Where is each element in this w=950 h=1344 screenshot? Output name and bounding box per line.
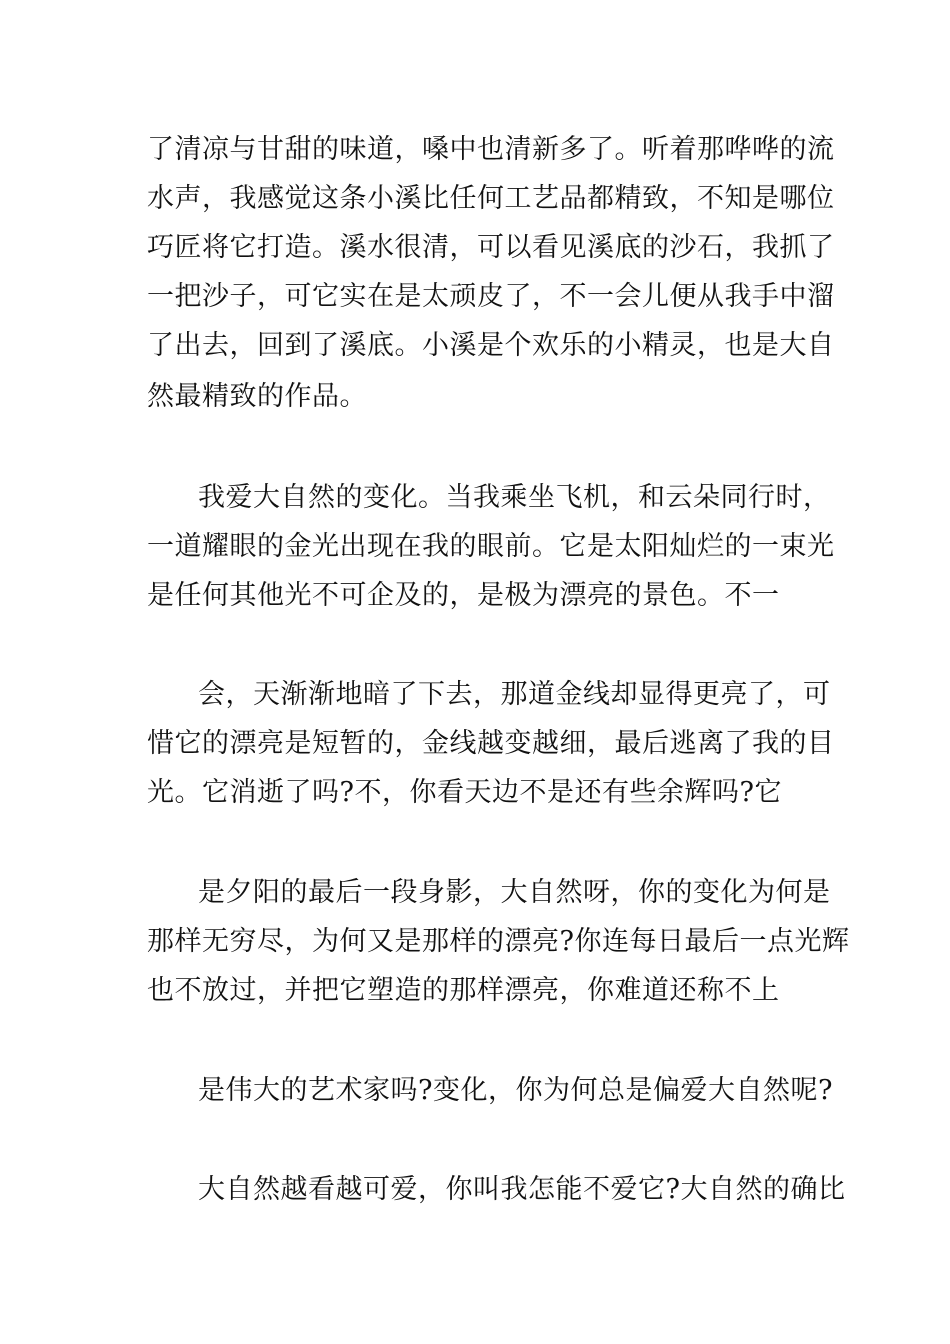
text-line: 水声，我感觉这条小溪比任何工艺品都精致，不知是哪位 bbox=[147, 183, 835, 214]
text-line: 也不放过，并把它塑造的那样漂亮，你难道还称不上 bbox=[147, 975, 780, 1006]
text-line: 大自然越看越可爱，你叫我怎能不爱它?大自然的确比 bbox=[198, 1174, 846, 1205]
text-line: 是伟大的艺术家吗?变化，你为何总是偏爱大自然呢? bbox=[198, 1075, 833, 1106]
text-line: 了出去，回到了溪底。小溪是个欢乐的小精灵，也是大自 bbox=[147, 330, 835, 361]
text-line: 然最精致的作品。 bbox=[147, 381, 367, 412]
text-line: 会，天渐渐地暗了下去，那道金线却显得更亮了，可 bbox=[198, 679, 831, 710]
text-line: 了清凉与甘甜的味道，嗓中也清新多了。听着那哗哗的流 bbox=[147, 134, 835, 165]
text-line: 惜它的漂亮是短暂的，金线越变越细，最后逃离了我的目 bbox=[147, 728, 835, 759]
text-line: 一把沙子，可它实在是太顽皮了，不一会儿便从我手中溜 bbox=[147, 281, 835, 312]
text-line: 是任何其他光不可企及的，是极为漂亮的景色。不一 bbox=[147, 580, 780, 611]
text-line: 那样无穷尽，为何又是那样的漂亮?你连每日最后一点光辉 bbox=[147, 926, 850, 957]
text-line: 我爱大自然的变化。当我乘坐飞机，和云朵同行时， bbox=[198, 482, 831, 513]
text-line: 一道耀眼的金光出现在我的眼前。它是太阳灿烂的一束光 bbox=[147, 531, 835, 562]
text-line: 光。它消逝了吗?不，你看天边不是还有些余辉吗?它 bbox=[147, 777, 782, 808]
text-line: 巧匠将它打造。溪水很清，可以看见溪底的沙石，我抓了 bbox=[147, 232, 835, 263]
text-line: 是夕阳的最后一段身影，大自然呀，你的变化为何是 bbox=[198, 877, 831, 908]
